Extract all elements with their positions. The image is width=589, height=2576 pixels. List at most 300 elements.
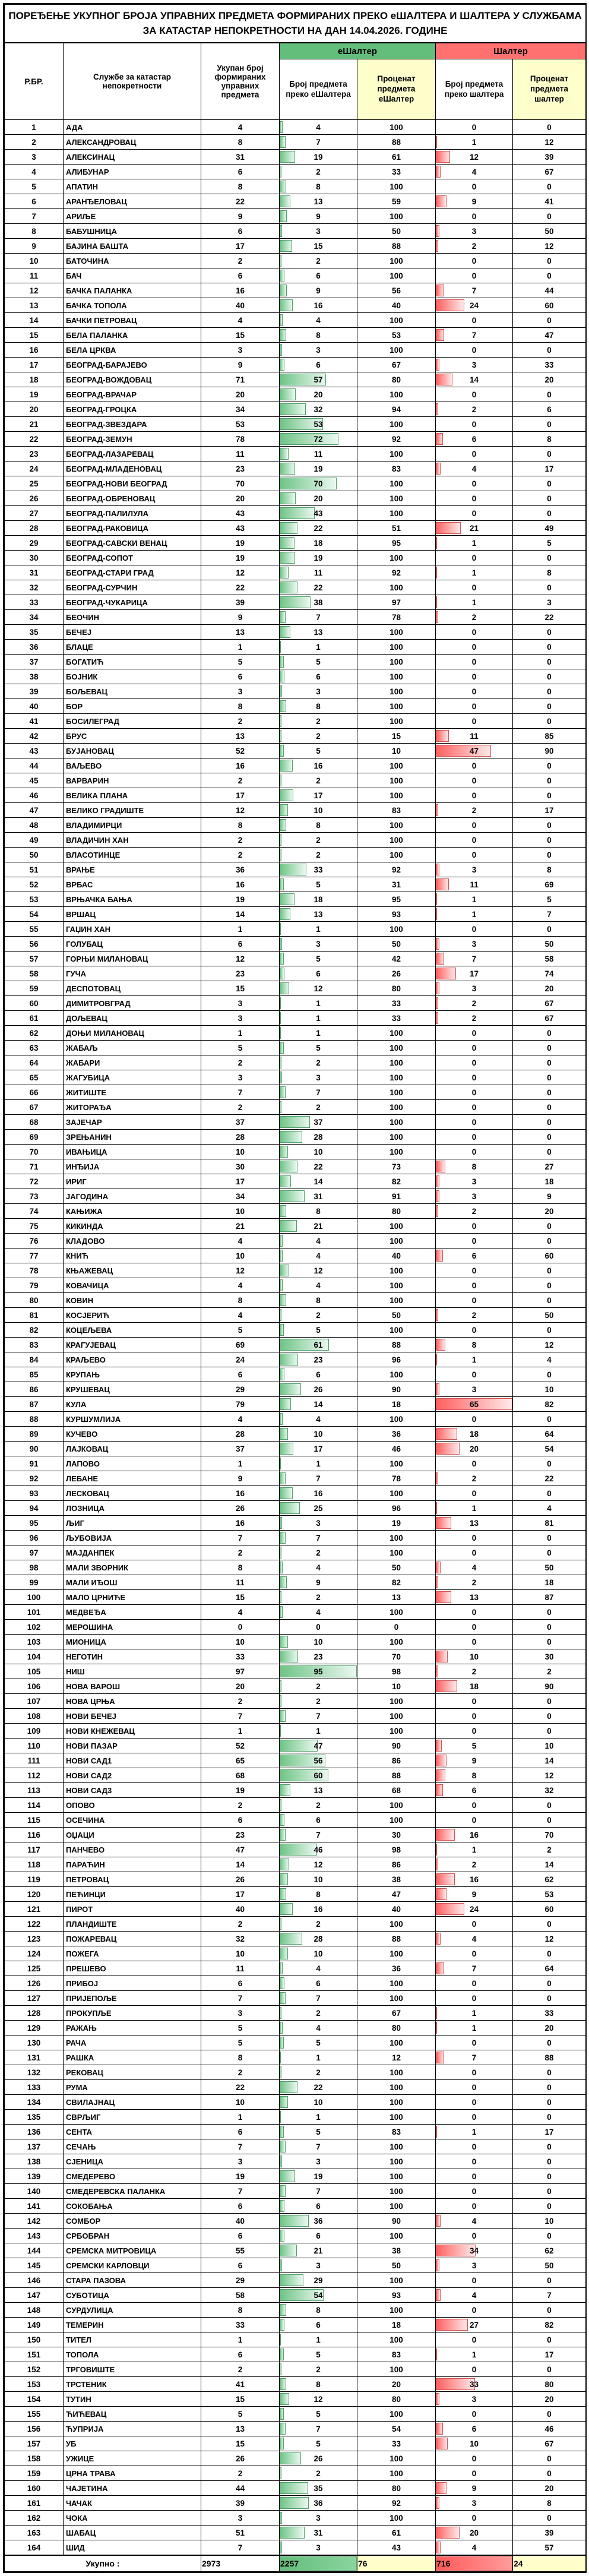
databar-green bbox=[280, 611, 286, 623]
row-number: 107 bbox=[5, 1694, 64, 1709]
table-row bbox=[5, 1531, 586, 1545]
databar-green bbox=[280, 1072, 282, 1083]
counter-percent: 0 bbox=[513, 1055, 586, 1070]
service-name: СРБОБРАН bbox=[64, 2229, 201, 2243]
table-row bbox=[5, 224, 586, 239]
counter-percent: 0 bbox=[513, 343, 586, 358]
counter-count: 9 bbox=[436, 1753, 513, 1768]
service-name: БЕОГРАД-СОПОТ bbox=[64, 551, 201, 565]
ecounter-percent: 100 bbox=[357, 2035, 436, 2050]
total-count: 14 bbox=[201, 1857, 280, 1872]
databar-green bbox=[280, 953, 284, 965]
counter-percent: 0 bbox=[513, 179, 586, 194]
ecounter-percent: 100 bbox=[357, 343, 436, 358]
table-row bbox=[5, 1590, 586, 1605]
service-name: ЛАПОВО bbox=[64, 1456, 201, 1471]
databar-green bbox=[280, 1814, 284, 1826]
counter-percent: 0 bbox=[513, 1531, 586, 1545]
ecounter-count: 2 bbox=[280, 1055, 357, 1070]
ecounter-percent: 100 bbox=[357, 1531, 436, 1545]
counter-count: 0 bbox=[436, 833, 513, 848]
table-row bbox=[5, 1456, 586, 1471]
counter-percent: 0 bbox=[513, 1367, 586, 1382]
total-count: 47 bbox=[201, 1842, 280, 1857]
databar-green bbox=[280, 448, 289, 460]
row-number: 149 bbox=[5, 2318, 64, 2332]
ecounter-count: 12 bbox=[280, 1263, 357, 1278]
service-name: БУЈАНОВАЦ bbox=[64, 744, 201, 758]
databar-green bbox=[280, 1517, 282, 1529]
counter-count: 7 bbox=[436, 283, 513, 298]
row-number: 161 bbox=[5, 2496, 64, 2511]
row-number: 89 bbox=[5, 1427, 64, 1442]
row-number: 57 bbox=[5, 952, 64, 966]
ecounter-percent: 100 bbox=[357, 1115, 436, 1130]
ecounter-count: 95 bbox=[280, 1664, 357, 1679]
counter-count: 0 bbox=[436, 2080, 513, 2095]
table-row bbox=[5, 1234, 586, 1249]
counter-count: 1 bbox=[436, 1842, 513, 1857]
ecounter-count: 1 bbox=[280, 922, 357, 937]
counter-count: 0 bbox=[436, 1323, 513, 1338]
service-name: ВЛАСОТИНЦЕ bbox=[64, 848, 201, 862]
ecounter-percent: 100 bbox=[357, 2110, 436, 2125]
service-name: СУРДУЛИЦА bbox=[64, 2303, 201, 2318]
counter-percent: 0 bbox=[513, 2154, 586, 2169]
ecounter-count: 8 bbox=[280, 699, 357, 714]
row-number: 118 bbox=[5, 1857, 64, 1872]
ecounter-count: 17 bbox=[280, 1442, 357, 1456]
ecounter-percent: 13 bbox=[357, 1590, 436, 1605]
service-name: СВИЛАЈНАЦ bbox=[64, 2095, 201, 2110]
ecounter-count: 2 bbox=[280, 2006, 357, 2021]
service-name: ПАРАЋИН bbox=[64, 1857, 201, 1872]
ecounter-count: 13 bbox=[280, 1783, 357, 1798]
counter-count: 5 bbox=[436, 1739, 513, 1753]
counter-count: 0 bbox=[436, 699, 513, 714]
counter-count: 0 bbox=[436, 1412, 513, 1427]
row-number: 114 bbox=[5, 1798, 64, 1813]
ecounter-percent: 67 bbox=[357, 2006, 436, 2021]
ecounter-count: 28 bbox=[280, 1932, 357, 1946]
total-count: 9 bbox=[201, 1471, 280, 1486]
service-name: БЕОГРАД-ОБРЕНОВАЦ bbox=[64, 491, 201, 506]
total-count: 6 bbox=[201, 2347, 280, 2362]
databar-green bbox=[280, 1858, 289, 1870]
service-name: АЛЕКСИНАЦ bbox=[64, 150, 201, 165]
ecounter-count: 13 bbox=[280, 907, 357, 922]
ecounter-percent: 0 bbox=[357, 1620, 436, 1635]
counter-percent: 50 bbox=[513, 1308, 586, 1323]
row-number: 147 bbox=[5, 2288, 64, 2303]
databar-green bbox=[280, 656, 284, 668]
service-name: АРАНЂЕЛОВАЦ bbox=[64, 194, 201, 209]
ecounter-count: 8 bbox=[280, 1887, 357, 1902]
group-header-eshalter: еШалтер bbox=[280, 43, 436, 59]
counter-count: 0 bbox=[436, 2154, 513, 2169]
ecounter-count: 26 bbox=[280, 1382, 357, 1397]
totals-epct: 76 bbox=[357, 2555, 436, 2572]
total-count: 4 bbox=[201, 1605, 280, 1620]
ecounter-percent: 100 bbox=[357, 491, 436, 506]
service-name: ПЕЋИНЦИ bbox=[64, 1887, 201, 1902]
table-row bbox=[5, 239, 586, 254]
row-number: 122 bbox=[5, 1917, 64, 1932]
service-name: ДОЉЕВАЦ bbox=[64, 1011, 201, 1026]
row-number: 97 bbox=[5, 1545, 64, 1560]
table-row bbox=[5, 1026, 586, 1041]
total-count: 71 bbox=[201, 372, 280, 387]
ecounter-percent: 18 bbox=[357, 1397, 436, 1412]
databar-green bbox=[280, 2081, 297, 2093]
databar-red bbox=[436, 953, 444, 965]
total-count: 15 bbox=[201, 2436, 280, 2451]
total-count: 2 bbox=[201, 2466, 280, 2481]
col-header-service: Службе за катастар непокретности bbox=[64, 43, 201, 120]
service-name: БЕОГРАД-ЗВЕЗДАРА bbox=[64, 417, 201, 432]
ecounter-percent: 100 bbox=[357, 699, 436, 714]
ecounter-count: 2 bbox=[280, 254, 357, 268]
total-count: 10 bbox=[201, 1204, 280, 1219]
databar-green bbox=[280, 2052, 281, 2063]
service-name: РАЖАЊ bbox=[64, 2021, 201, 2035]
counter-count: 0 bbox=[436, 387, 513, 402]
counter-count: 0 bbox=[436, 1026, 513, 1041]
databar-green bbox=[280, 1591, 281, 1603]
counter-percent: 81 bbox=[513, 1516, 586, 1531]
databar-green bbox=[280, 210, 287, 222]
service-name: БЕОГРАД-СТАРИ ГРАД bbox=[64, 565, 201, 580]
ecounter-percent: 33 bbox=[357, 2436, 436, 2451]
totals-label: Укупно : bbox=[5, 2555, 201, 2572]
ecounter-count: 36 bbox=[280, 2496, 357, 2511]
ecounter-percent: 70 bbox=[357, 1649, 436, 1664]
counter-percent: 0 bbox=[513, 1070, 586, 1085]
totals-row bbox=[5, 2555, 586, 2572]
ecounter-percent: 100 bbox=[357, 1100, 436, 1115]
service-name: БАЧКА ПАЛАНКА bbox=[64, 283, 201, 298]
databar-red bbox=[436, 1012, 438, 1024]
row-number: 101 bbox=[5, 1605, 64, 1620]
ecounter-percent: 100 bbox=[357, 179, 436, 194]
databar-red bbox=[436, 1576, 438, 1588]
ecounter-count: 5 bbox=[280, 2436, 357, 2451]
service-name: ПОЖЕГА bbox=[64, 1946, 201, 1961]
counter-percent: 10 bbox=[513, 2214, 586, 2229]
counter-percent: 0 bbox=[513, 625, 586, 640]
databar-red bbox=[436, 195, 446, 207]
counter-count: 24 bbox=[436, 1902, 513, 1917]
table-row bbox=[5, 580, 586, 595]
table-row bbox=[5, 758, 586, 773]
databar-green bbox=[280, 1903, 293, 1915]
databar-red bbox=[436, 1769, 445, 1781]
databar-red bbox=[436, 1858, 438, 1870]
databar-red bbox=[436, 225, 439, 237]
service-name: АРИЉЕ bbox=[64, 209, 201, 224]
table-row bbox=[5, 981, 586, 996]
total-count: 3 bbox=[201, 2006, 280, 2021]
table-row bbox=[5, 699, 586, 714]
ecounter-percent: 100 bbox=[357, 2303, 436, 2318]
counter-count: 0 bbox=[436, 625, 513, 640]
counter-count: 1 bbox=[436, 565, 513, 580]
row-number: 134 bbox=[5, 2095, 64, 2110]
ecounter-percent: 100 bbox=[357, 1456, 436, 1471]
counter-percent: 0 bbox=[513, 714, 586, 729]
ecounter-count: 19 bbox=[280, 2169, 357, 2184]
counter-count: 0 bbox=[436, 179, 513, 194]
total-count: 33 bbox=[201, 2318, 280, 2332]
counter-percent: 9 bbox=[513, 1189, 586, 1204]
row-number: 92 bbox=[5, 1471, 64, 1486]
total-count: 41 bbox=[201, 2377, 280, 2392]
databar-green bbox=[280, 2542, 282, 2553]
service-name: БОСИЛЕГРАД bbox=[64, 714, 201, 729]
databar-red bbox=[436, 1190, 439, 1202]
service-name: АПАТИН bbox=[64, 179, 201, 194]
row-number: 58 bbox=[5, 966, 64, 981]
row-number: 52 bbox=[5, 877, 64, 892]
databar-green bbox=[280, 1250, 283, 1262]
total-count: 5 bbox=[201, 655, 280, 669]
total-count: 4 bbox=[201, 1308, 280, 1323]
row-number: 128 bbox=[5, 2006, 64, 2021]
table-row bbox=[5, 1783, 586, 1798]
counter-count: 1 bbox=[436, 2021, 513, 2035]
table-row bbox=[5, 2095, 586, 2110]
table-row bbox=[5, 1828, 586, 1842]
counter-percent: 80 bbox=[513, 2377, 586, 2392]
counter-count: 3 bbox=[436, 1174, 513, 1189]
total-count: 2 bbox=[201, 714, 280, 729]
ecounter-percent: 59 bbox=[357, 194, 436, 209]
ecounter-percent: 20 bbox=[357, 2377, 436, 2392]
service-name: ДЕСПОТОВАЦ bbox=[64, 981, 201, 996]
counter-percent: 6 bbox=[513, 402, 586, 417]
databar-green bbox=[280, 359, 284, 371]
row-number: 105 bbox=[5, 1664, 64, 1679]
databar-red bbox=[436, 2393, 439, 2405]
ecounter-count: 7 bbox=[280, 1991, 357, 2006]
ecounter-percent: 100 bbox=[357, 209, 436, 224]
databar-red bbox=[436, 982, 439, 994]
total-count: 16 bbox=[201, 1516, 280, 1531]
service-name: ЗАЈЕЧАР bbox=[64, 1115, 201, 1130]
ecounter-percent: 100 bbox=[357, 1085, 436, 1100]
ecounter-count: 11 bbox=[280, 447, 357, 462]
ecounter-count: 61 bbox=[280, 1338, 357, 1352]
ecounter-percent: 100 bbox=[357, 2451, 436, 2466]
col-header-rbr: Р.БР. bbox=[5, 43, 64, 120]
counter-count: 2 bbox=[436, 1575, 513, 1590]
service-name: БЛАЦЕ bbox=[64, 640, 201, 655]
ecounter-percent: 100 bbox=[357, 2065, 436, 2080]
total-count: 24 bbox=[201, 1352, 280, 1367]
ecounter-count: 2 bbox=[280, 714, 357, 729]
service-name: ВРБАС bbox=[64, 877, 201, 892]
databar-green bbox=[280, 270, 284, 282]
ecounter-count: 9 bbox=[280, 283, 357, 298]
databar-green bbox=[280, 314, 283, 326]
counter-percent: 0 bbox=[513, 2229, 586, 2243]
ecounter-percent: 19 bbox=[357, 1516, 436, 1531]
total-count: 3 bbox=[201, 2154, 280, 2169]
row-number: 10 bbox=[5, 254, 64, 268]
service-name: БЕОЧИН bbox=[64, 610, 201, 625]
total-count: 1 bbox=[201, 922, 280, 937]
service-name: ПРИЈЕПОЉЕ bbox=[64, 1991, 201, 2006]
service-name: ТЕМЕРИН bbox=[64, 2318, 201, 2332]
total-count: 23 bbox=[201, 966, 280, 981]
total-count: 15 bbox=[201, 328, 280, 343]
counter-percent: 0 bbox=[513, 1323, 586, 1338]
service-name: БАЧ bbox=[64, 268, 201, 283]
row-number: 150 bbox=[5, 2332, 64, 2347]
ecounter-percent: 100 bbox=[357, 833, 436, 848]
service-name: НОВА ЦРЊА bbox=[64, 1694, 201, 1709]
counter-percent: 8 bbox=[513, 432, 586, 447]
counter-count: 4 bbox=[436, 2288, 513, 2303]
databar-red bbox=[436, 1354, 437, 1366]
ecounter-percent: 100 bbox=[357, 1946, 436, 1961]
table-row bbox=[5, 1724, 586, 1739]
table-row bbox=[5, 1649, 586, 1664]
ecounter-count: 13 bbox=[280, 625, 357, 640]
table-row bbox=[5, 1308, 586, 1323]
row-number: 100 bbox=[5, 1590, 64, 1605]
counter-count: 0 bbox=[436, 1620, 513, 1635]
ecounter-count: 16 bbox=[280, 758, 357, 773]
group-header-shalter: Шалтер bbox=[436, 43, 586, 59]
row-number: 143 bbox=[5, 2229, 64, 2243]
total-count: 11 bbox=[201, 447, 280, 462]
ecounter-count: 10 bbox=[280, 1635, 357, 1649]
total-count: 6 bbox=[201, 2199, 280, 2214]
row-number: 39 bbox=[5, 684, 64, 699]
row-number: 4 bbox=[5, 165, 64, 179]
row-number: 109 bbox=[5, 1724, 64, 1739]
counter-count: 0 bbox=[436, 2139, 513, 2154]
service-name: ТРГОВИШТЕ bbox=[64, 2362, 201, 2377]
counter-count: 9 bbox=[436, 194, 513, 209]
counter-percent: 0 bbox=[513, 2199, 586, 2214]
ecounter-count: 2 bbox=[280, 1798, 357, 1813]
ecounter-count: 3 bbox=[280, 1070, 357, 1085]
ecounter-percent: 50 bbox=[357, 937, 436, 952]
total-count: 6 bbox=[201, 224, 280, 239]
databar-red bbox=[436, 1502, 437, 1514]
service-name: НОВА ВАРОШ bbox=[64, 1679, 201, 1694]
service-name: ВЕЛИКО ГРАДИШТЕ bbox=[64, 803, 201, 818]
ecounter-count: 1 bbox=[280, 2050, 357, 2065]
databar-red bbox=[436, 745, 491, 757]
counter-percent: 0 bbox=[513, 699, 586, 714]
ecounter-percent: 100 bbox=[357, 2511, 436, 2526]
total-count: 1 bbox=[201, 1724, 280, 1739]
databar-red bbox=[436, 1844, 437, 1856]
service-name: КУЧЕВО bbox=[64, 1427, 201, 1442]
total-count: 12 bbox=[201, 803, 280, 818]
counter-count: 0 bbox=[436, 1545, 513, 1560]
ecounter-count: 8 bbox=[280, 179, 357, 194]
counter-percent: 62 bbox=[513, 2243, 586, 2258]
ecounter-percent: 83 bbox=[357, 462, 436, 476]
table-row bbox=[5, 1367, 586, 1382]
total-count: 69 bbox=[201, 1338, 280, 1352]
ecounter-percent: 100 bbox=[357, 1635, 436, 1649]
table-row bbox=[5, 2318, 586, 2332]
databar-red bbox=[436, 1740, 442, 1752]
ecounter-percent: 100 bbox=[357, 1130, 436, 1145]
row-number: 91 bbox=[5, 1456, 64, 1471]
row-number: 80 bbox=[5, 1293, 64, 1308]
service-name: КОЦЕЉЕВА bbox=[64, 1323, 201, 1338]
databar-red bbox=[436, 537, 437, 549]
databar-red bbox=[436, 938, 439, 950]
counter-count: 17 bbox=[436, 966, 513, 981]
counter-count: 0 bbox=[436, 1219, 513, 1234]
service-name: ЖАБАРИ bbox=[64, 1055, 201, 1070]
counter-percent: 0 bbox=[513, 209, 586, 224]
ecounter-count: 1 bbox=[280, 2332, 357, 2347]
service-name: РАШКА bbox=[64, 2050, 201, 2065]
total-count: 7 bbox=[201, 2139, 280, 2154]
counter-count: 33 bbox=[436, 2377, 513, 2392]
counter-count: 27 bbox=[436, 2318, 513, 2332]
counter-percent: 0 bbox=[513, 2095, 586, 2110]
counter-count: 2 bbox=[436, 1011, 513, 1026]
service-name: ИНЂИЈА bbox=[64, 1159, 201, 1174]
counter-count: 0 bbox=[436, 788, 513, 803]
counter-count: 0 bbox=[436, 2303, 513, 2318]
databar-green bbox=[280, 1398, 291, 1410]
table-row bbox=[5, 194, 586, 209]
counter-percent: 0 bbox=[513, 268, 586, 283]
counter-count: 0 bbox=[436, 2229, 513, 2243]
ecounter-count: 10 bbox=[280, 2095, 357, 2110]
ecounter-count: 3 bbox=[280, 937, 357, 952]
counter-count: 0 bbox=[436, 1055, 513, 1070]
service-name: БЕОГРАД-ВРАЧАР bbox=[64, 387, 201, 402]
databar-green bbox=[280, 1042, 284, 1054]
ecounter-count: 8 bbox=[280, 2303, 357, 2318]
table-row bbox=[5, 1070, 586, 1085]
total-count: 19 bbox=[201, 536, 280, 551]
table-row bbox=[5, 313, 586, 328]
service-name: БАБУШНИЦА bbox=[64, 224, 201, 239]
service-name: ВЛАДИЧИН ХАН bbox=[64, 833, 201, 848]
total-count: 37 bbox=[201, 1115, 280, 1130]
databar-green bbox=[280, 2452, 301, 2464]
service-name: ВРАЊЕ bbox=[64, 862, 201, 877]
service-name: КОСЈЕРИЋ bbox=[64, 1308, 201, 1323]
table-row bbox=[5, 1932, 586, 1946]
row-number: 158 bbox=[5, 2451, 64, 2466]
service-name: ПРЕШЕВО bbox=[64, 1961, 201, 1976]
databar-red bbox=[436, 2482, 446, 2494]
row-number: 51 bbox=[5, 862, 64, 877]
ecounter-percent: 88 bbox=[357, 1338, 436, 1352]
service-name: ШАБАЦ bbox=[64, 2526, 201, 2540]
counter-percent: 53 bbox=[513, 1887, 586, 1902]
row-number: 7 bbox=[5, 209, 64, 224]
counter-percent: 64 bbox=[513, 1427, 586, 1442]
databar-red bbox=[436, 2438, 448, 2449]
ecounter-count: 36 bbox=[280, 2214, 357, 2229]
ecounter-percent: 95 bbox=[357, 892, 436, 907]
total-count: 1 bbox=[201, 2332, 280, 2347]
